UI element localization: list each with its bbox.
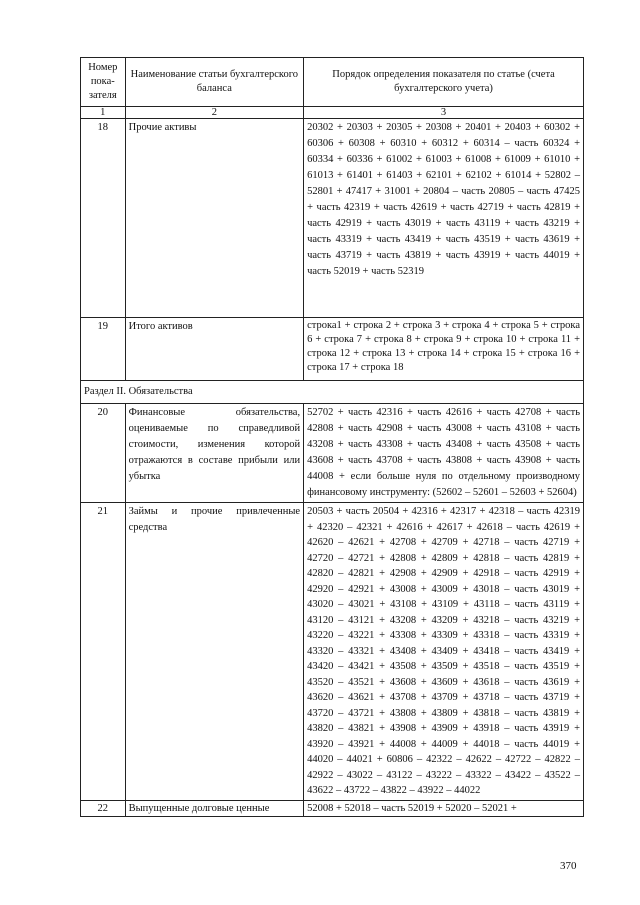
table-row xyxy=(81,503,584,801)
header-col-formula: Порядок определения показателя по статье (счета бухгалтерского учета) xyxy=(304,58,584,107)
col-number-3: 3 xyxy=(304,107,584,119)
row-name: Займы и прочие привлеченные средства xyxy=(125,503,303,801)
section-title: Раздел II. Обязательства xyxy=(81,381,584,404)
col-number-2: 2 xyxy=(125,107,303,119)
section-row xyxy=(81,381,584,404)
balance-table xyxy=(80,57,584,817)
row-formula: 52702 + часть 42316 + часть 42616 + часть 42708 + часть 42808 + часть 42908 + часть 43008 + часть 43108 + часть 43208 + часть 43308 + часть 43408 + часть 43508 + часть 43608 + часть 43708 + часть 43808 + часть 43908 + часть 44008 + если больше нуля по отдельному производному финансовому инструменту: (52602 – 52601 – 52603 + 52604) xyxy=(304,404,584,503)
table-row xyxy=(81,800,584,816)
row-number: 18 xyxy=(81,119,126,318)
row-name: Финансовые обязательства, оцениваемые по справедливой стоимости, изменения которой отражаются в составе прибыли или убытка xyxy=(125,404,303,503)
column-number-row xyxy=(81,107,584,119)
row-formula: строка1 + строка 2 + строка 3 + строка 4 + строка 5 + строка 6 + строка 7 + строка 8 + строка 9 + строка 10 + строка 11 + строка 12 + строка 13 + строка 14 + строка 15 + строка 16 + строка 17 + строка 18 xyxy=(304,318,584,381)
row-number: 21 xyxy=(81,503,126,801)
table-header-row xyxy=(81,58,584,107)
table-row xyxy=(81,119,584,318)
table-row xyxy=(81,318,584,381)
header-col-number: Номер пока-зателя xyxy=(81,58,126,107)
row-number: 22 xyxy=(81,800,126,816)
row-formula: 20302 + 20303 + 20305 + 20308 + 20401 + 20403 + 60302 + 60306 + 60308 + 60310 + 60312 + 60314 – часть 60324 + 60334 + 60336 + 61002 + 61003 + 61008 + 61009 + 61010 + 61013 + 61401 + 61403 + 62101 + 62102 + 61014 + 52802 – 52801 + 47417 + 31001 + 20804 – часть 20805 – часть 47425 + часть 42319 + часть 42619 + часть 42719 + часть 42819 + часть 42919 + часть 43019 + часть 43119 + часть 43219 + часть 43319 + часть 43419 + часть 43519 + часть 43619 + часть 43719 + часть 43819 + часть 43919 + часть 44019 + часть 52019 + часть 52319 xyxy=(304,119,584,318)
document-page xyxy=(80,57,584,817)
col-number-1: 1 xyxy=(81,107,126,119)
row-number: 20 xyxy=(81,404,126,503)
row-formula: 52008 + 52018 – часть 52019 + 52020 – 52021 + xyxy=(304,800,584,816)
row-name: Итого активов xyxy=(125,318,303,381)
header-col-name: Наименование статьи бухгалтерского баланса xyxy=(125,58,303,107)
row-name: Выпущенные долговые ценные xyxy=(125,800,303,816)
row-number: 19 xyxy=(81,318,126,381)
row-formula: 20503 + часть 20504 + 42316 + 42317 + 42318 – часть 42319 + 42320 – 42321 + 42616 + 42617 + 42618 – часть 42619 + 42620 – 42621 + 42708 + 42709 + 42718 – часть 42719 + 42720 – 42721 + 42808 + 42809 + 42818 – часть 42819 + 42820 – 42821 + 42908 + 42909 + 42918 – часть 42919 + 42920 – 42921 + 43008 + 43009 + 43018 – часть 43019 + 43020 – 43021 + 43108 + 43109 + 43118 – часть 43119 + 43120 – 43121 + 43208 + 43209 + 43218 – часть 43219 + 43220 – 43221 + 43308 + 43309 + 43318 – часть 43319 + 43320 – 43321 + 43408 + 43409 + 43418 – часть 43419 + 43420 – 43421 + 43508 + 43509 + 43518 – часть 43519 + 43520 – 43521 + 43608 + 43609 + 43618 – часть 43619 + 43620 – 43621 + 43708 + 43709 + 43718 – часть 43719 + 43720 – 43721 + 43808 + 43809 + 43818 – часть 43819 + 43820 – 43821 + 43908 + 43909 + 43918 – часть 43919 + 43920 – 43921 + 44008 + 44009 + 44018 – часть 44019 + 44020 – 44021 + 60806 – 42322 – 42622 – 42722 – 42822 – 42922 – 43022 – 43122 – 43222 – 43322 – 43422 – 43522 – 43622 – 43722 – 43822 – 43922 – 44022 xyxy=(304,503,584,801)
table-row xyxy=(81,404,584,503)
page-number: 370 xyxy=(560,860,577,872)
row-name: Прочие активы xyxy=(125,119,303,318)
